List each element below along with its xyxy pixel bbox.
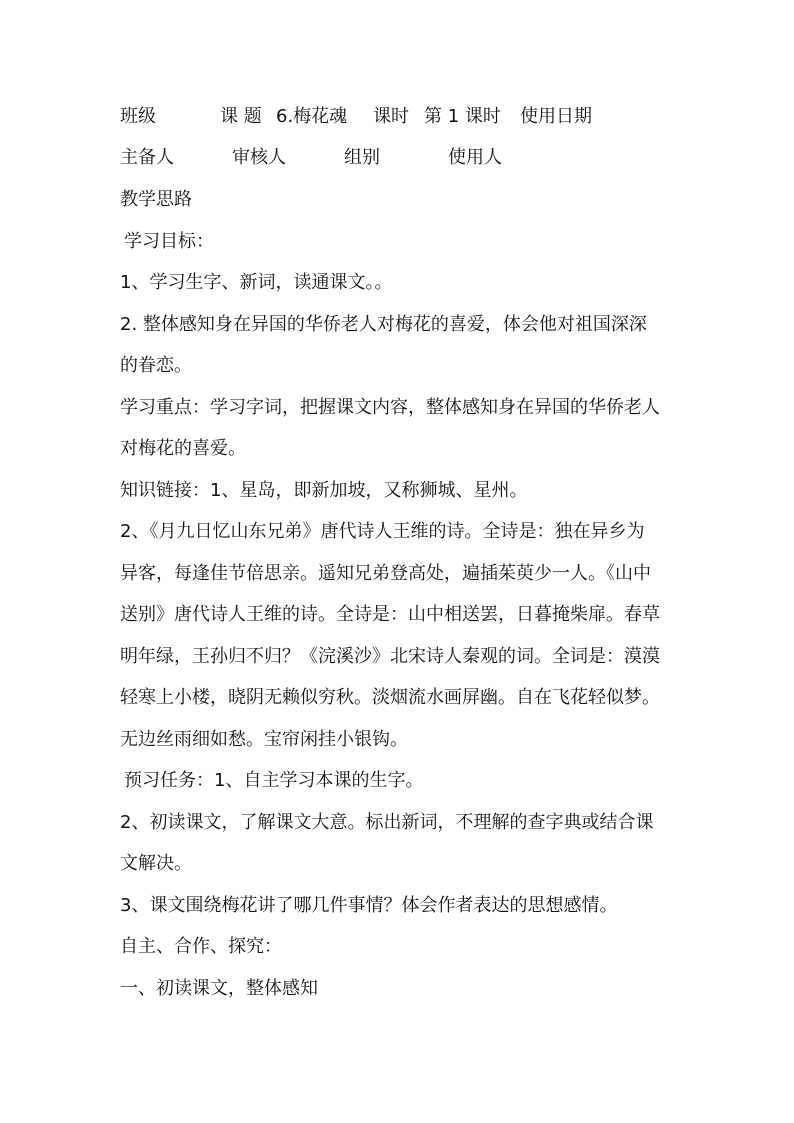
reviewer-label: 审核人	[232, 147, 286, 168]
poem-line-4: 明年绿，王孙归不归？《浣溪沙》北宋诗人秦观的词。全词是：漠漠	[120, 646, 660, 667]
preview-task-2-line-1: 2、初读课文，了解课文大意。标出新词，不理解的查字典或结合课	[120, 812, 654, 833]
knowledge-link-1: 知识链接：1、星岛，即新加坡，又称狮城、星州。	[120, 480, 528, 501]
section-1-heading: 一、初读课文，整体感知	[120, 978, 318, 999]
poem-line-2: 异客，每逢佳节倍思亲。遥知兄弟登高处，遍插茱萸少一人。《山中	[120, 563, 651, 584]
date-label: 使用日期	[520, 106, 592, 127]
group-label: 组别	[344, 147, 380, 168]
preview-task-3: 3、课文围绕梅花讲了哪几件事情？体会作者表达的思想感情。	[120, 895, 618, 916]
poem-line-1: 2、《月九日忆山东兄弟》唐代诗人王维的诗。全诗是：独在异乡为	[120, 521, 645, 542]
preview-task-1: 预习任务：1、自主学习本课的生字。	[124, 770, 424, 791]
key-point-line-1: 学习重点：学习字词，把握课文内容，整体感知身在异国的华侨老人	[120, 397, 660, 418]
poem-line-6: 无边丝雨细如愁。宝帘闲挂小银钩。	[120, 729, 408, 750]
header-row-2	[0, 146, 794, 170]
goal-2-line-1: 2. 整体感知身在异国的华侨老人对梅花的喜爱，体会他对祖国深深	[120, 314, 647, 335]
preparer-label: 主备人	[120, 147, 174, 168]
poem-line-5: 轻寒上小楼，晓阴无赖似穷秋。淡烟流水画屏幽。自在飞花轻似梦。	[120, 687, 660, 708]
explore-heading: 自主、合作、探究：	[120, 936, 282, 957]
topic-value: 6.梅花魂	[276, 106, 348, 127]
goal-1: 1、学习生字、新词，读通课文。。	[120, 272, 393, 293]
key-point-line-2: 对梅花的喜爱。	[120, 438, 246, 459]
class-label: 班级	[120, 106, 156, 127]
topic-label: 课 题	[220, 106, 262, 127]
period-label: 课时	[373, 106, 409, 127]
teaching-idea-heading: 教学思路	[120, 189, 192, 210]
header-row-1	[0, 105, 794, 129]
preview-task-2-line-2: 文解决。	[120, 853, 192, 874]
poem-line-3: 送别》唐代诗人王维的诗。全诗是：山中相送罢，日暮掩柴扉。春草	[120, 604, 660, 625]
learning-goals-title: 学习目标：	[124, 231, 214, 252]
goal-2-line-2: 的眷恋。	[120, 355, 192, 376]
period-value: 第 1 课时	[424, 106, 501, 127]
user-label: 使用人	[448, 147, 502, 168]
